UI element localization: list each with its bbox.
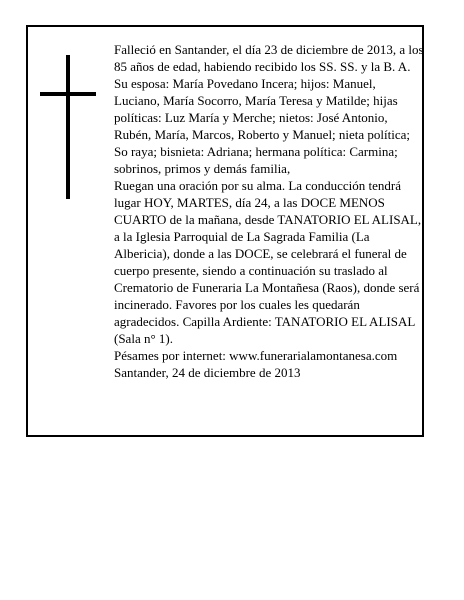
condolences-website: Pésames por internet: www.funerarialamontanesa.com <box>114 348 398 363</box>
notice-text <box>114 41 424 381</box>
death-announcement: Falleció en Santander, el día 23 de diciembre de 2013, a los 85 años de edad, habiendo recibido los SS. SS. y la B. A. <box>114 42 424 74</box>
cross-icon <box>40 55 96 199</box>
family-list: Su esposa: María Povedano Incera; hijos: Manuel, Luciano, María Socorro, María Teresa y Matilde; hijas políticas: Luz María y Merche; nietos: José Antonio, Rubén, María, Marcos, Roberto y Manuel; nieta política; So raya; bisnieta: Adriana; hermana política: Carmina; sobrinos, primos y demás familia, <box>114 76 411 176</box>
cross-vertical-bar <box>66 55 70 199</box>
funeral-details: Ruegan una oración por su alma. La conducción tendrá lugar HOY, MARTES, día 24, a las DOCE MENOS CUARTO de la mañana, desde TANATORIO EL ALISAL, a la Iglesia Parroquial de La Sagrada Familia (La Albericia), donde a las DOCE, se celebrará el funeral de cuerpo presente, siendo a continuación su traslado al Crematorio de Funeraria La Montañesa (Raos), donde será incinerado. Favores por los cuales les quedarán agradecidos. Capilla Ardiente: TANATORIO EL ALISAL (Sala n° 1). <box>114 178 422 346</box>
place-date: Santander, 24 de diciembre de 2013 <box>114 365 301 380</box>
cross-horizontal-bar <box>40 92 96 96</box>
obituary-notice <box>26 25 424 437</box>
